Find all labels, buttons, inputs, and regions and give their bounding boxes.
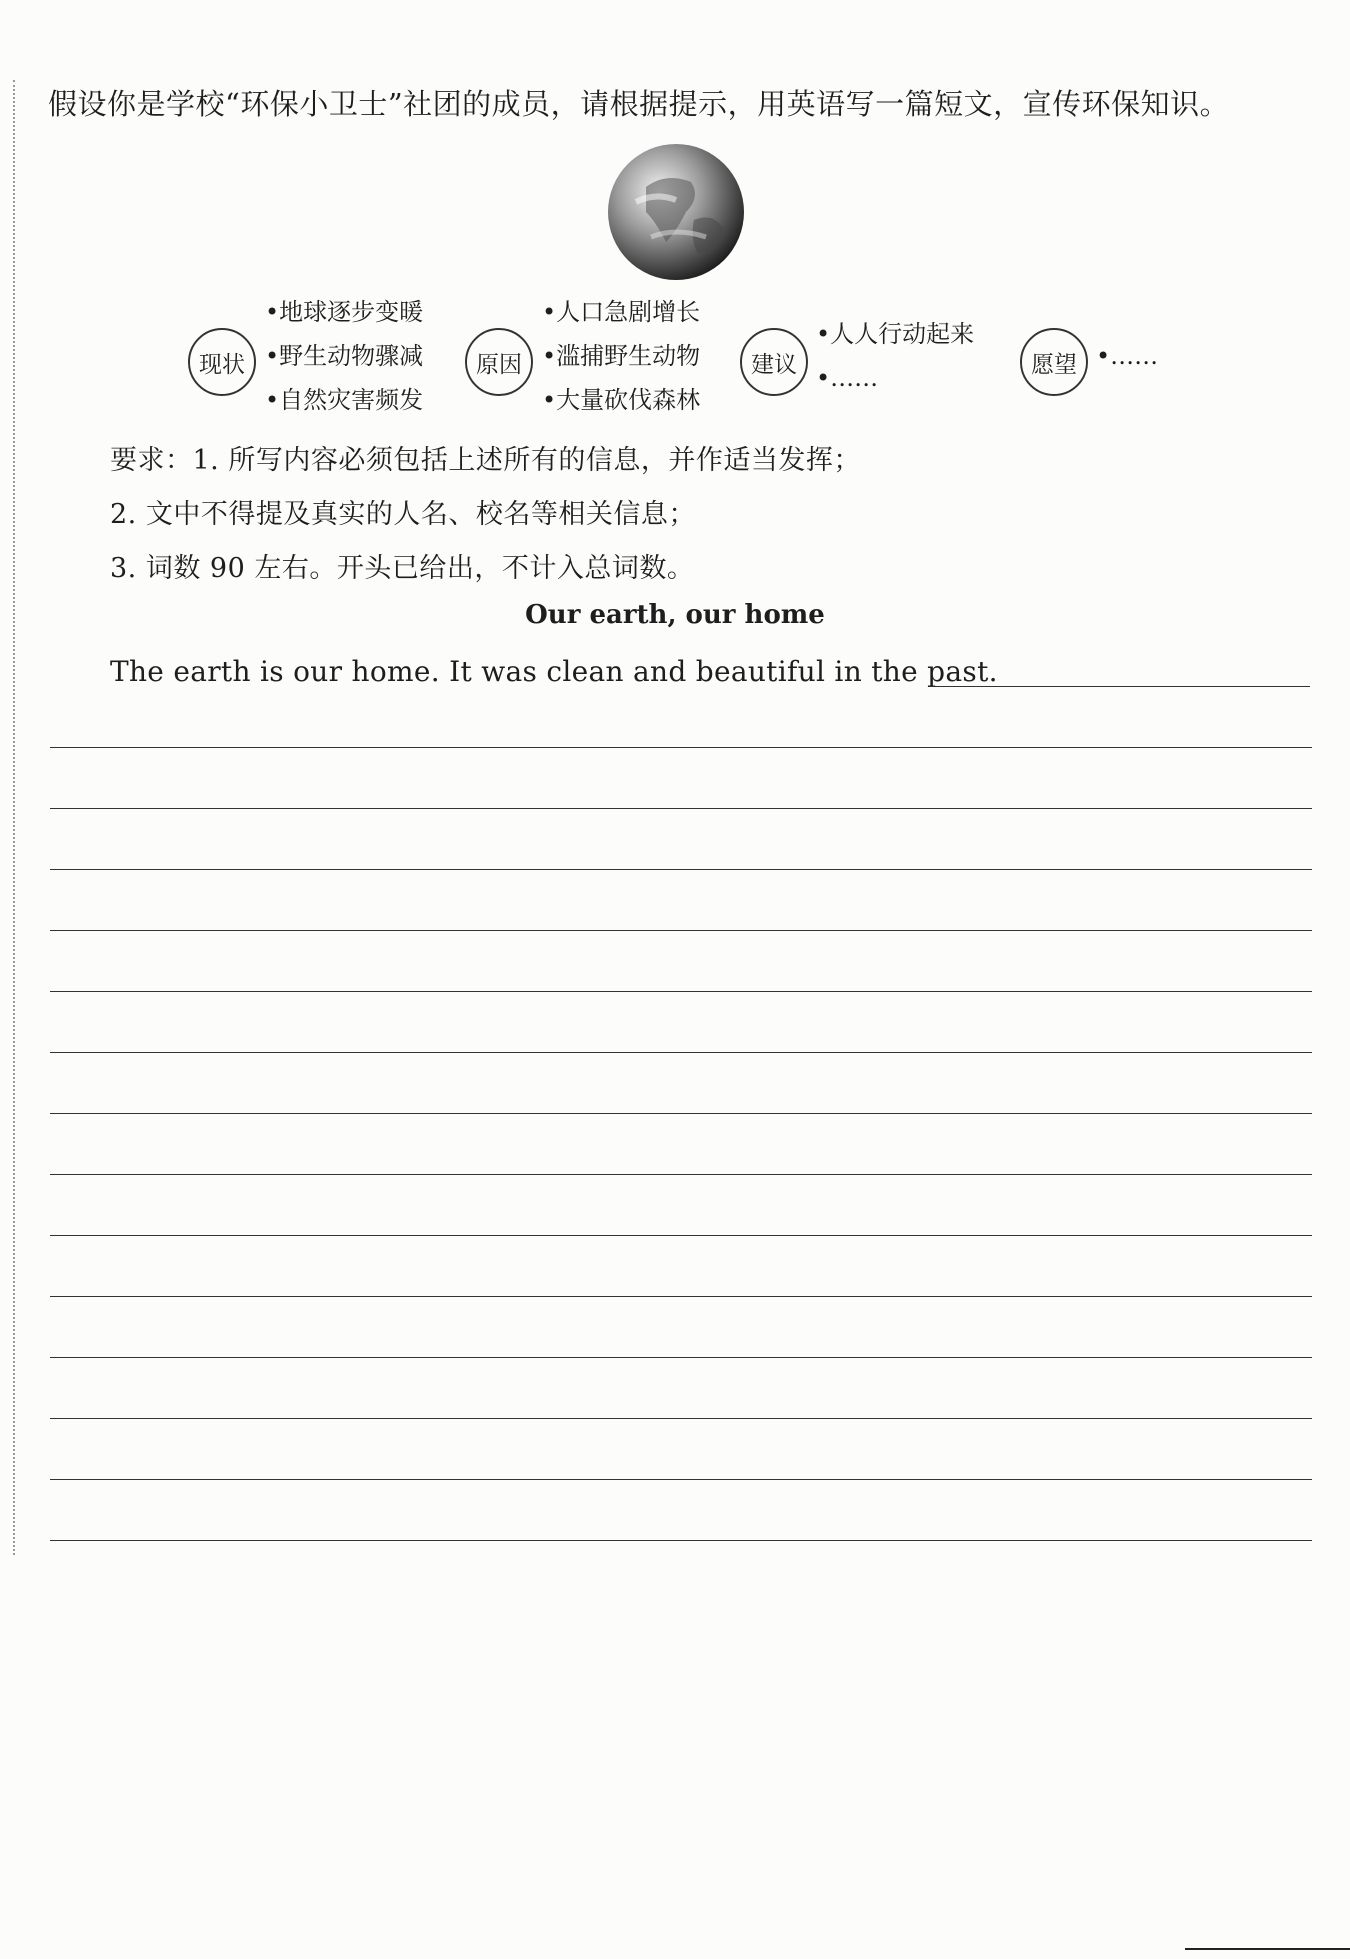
writing-line[interactable] [50, 1174, 1312, 1175]
writing-line[interactable] [50, 930, 1312, 931]
status-point: •自然灾害频发 [265, 386, 424, 414]
suggestion-point: •…… [816, 364, 879, 392]
status-circle-label: 现状 [188, 328, 256, 396]
suggestion-point: •人人行动起来 [816, 320, 975, 348]
writing-line[interactable] [50, 991, 1312, 992]
writing-line[interactable] [50, 1357, 1312, 1358]
hope-circle-label: 愿望 [1020, 328, 1088, 396]
cause-circle-label: 原因 [465, 328, 533, 396]
writing-line[interactable] [50, 1418, 1312, 1419]
prompt-keys [0, 290, 1350, 430]
writing-line[interactable] [50, 808, 1312, 809]
suggestion-circle-label: 建议 [740, 328, 808, 396]
writing-prompt: 假设你是学校“环保小卫士”社团的成员，请根据提示，用英语写一篇短文，宣传环保知识。 [48, 87, 1230, 121]
writing-line[interactable] [50, 747, 1312, 748]
writing-line[interactable] [50, 1052, 1312, 1053]
cause-point: •滥捕野生动物 [542, 342, 701, 370]
requirement-1: 要求：1. 所写内容必须包括上述所有的信息，并作适当发挥； [110, 445, 861, 476]
page-edge-rule [1185, 1948, 1350, 1950]
writing-line[interactable] [50, 869, 1312, 870]
writing-line[interactable] [50, 1296, 1312, 1297]
writing-line[interactable] [50, 1113, 1312, 1114]
writing-line[interactable] [50, 1540, 1312, 1541]
status-points [265, 290, 423, 422]
suggestion-points [816, 312, 974, 400]
cause-point: •人口急剧增长 [542, 298, 701, 326]
writing-line[interactable] [50, 1479, 1312, 1480]
essay-title: Our earth, our home [525, 600, 825, 630]
essay-opening: The earth is our home. It was clean and beautiful in the past. [110, 655, 998, 688]
globe-icon [606, 142, 746, 282]
requirement-3: 3. 词数 90 左右。开头已给出，不计入总词数。 [110, 553, 695, 584]
cause-points [542, 290, 700, 422]
status-point: •地球逐步变暖 [265, 298, 424, 326]
hope-points [1096, 334, 1158, 378]
cause-point: •大量砍伐森林 [542, 386, 701, 414]
requirement-2: 2. 文中不得提及真实的人名、校名等相关信息； [110, 499, 696, 530]
hope-point: •…… [1096, 342, 1159, 370]
writing-line[interactable] [50, 1235, 1312, 1236]
writing-line[interactable] [930, 686, 1310, 687]
status-point: •野生动物骤减 [265, 342, 424, 370]
